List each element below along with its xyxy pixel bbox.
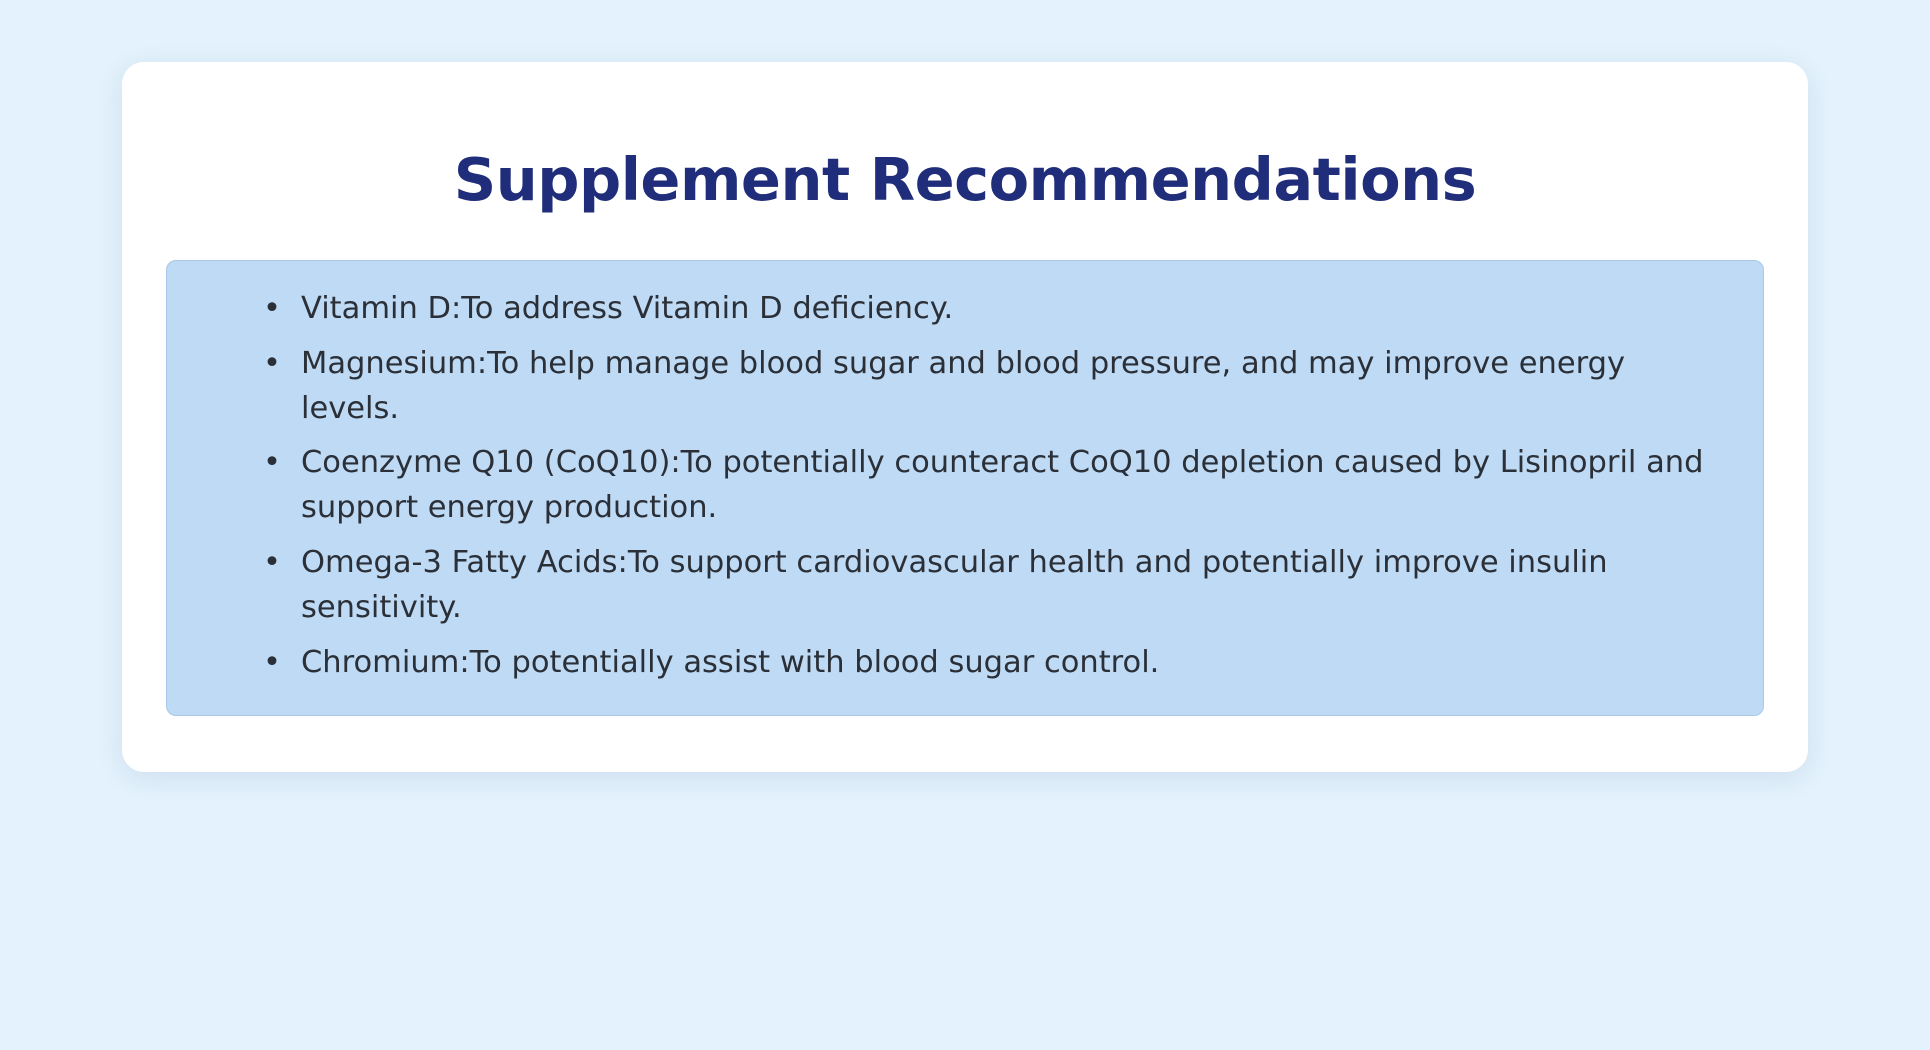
- list-item: [201, 641, 1729, 686]
- list-item-text: Vitamin D:To address Vitamin D deficiency.: [301, 290, 954, 326]
- page-title: Supplement Recommendations: [453, 145, 1477, 214]
- recommendations-card: [122, 62, 1808, 772]
- list-item: [201, 287, 1729, 332]
- recommendations-panel: [166, 260, 1764, 717]
- list-item-text: Coenzyme Q10 (CoQ10):To potentially counteract CoQ10 depletion caused by Lisinopril and support energy production.: [301, 445, 1704, 526]
- list-item: [201, 342, 1729, 432]
- bullet-icon: •: [263, 445, 281, 481]
- list-item: [201, 441, 1729, 531]
- bullet-icon: •: [263, 544, 281, 580]
- list-item-text: Chromium:To potentially assist with blood sugar control.: [301, 644, 1160, 680]
- list-item-text: Magnesium:To help manage blood sugar and blood pressure, and may improve energy levels.: [301, 345, 1626, 426]
- supplement-list: [201, 287, 1729, 686]
- bullet-icon: •: [263, 345, 281, 381]
- list-item-text: Omega-3 Fatty Acids:To support cardiovascular health and potentially improve insulin sensitivity.: [301, 544, 1608, 625]
- bullet-icon: •: [263, 290, 281, 326]
- list-item: [201, 541, 1729, 631]
- bullet-icon: •: [263, 644, 281, 680]
